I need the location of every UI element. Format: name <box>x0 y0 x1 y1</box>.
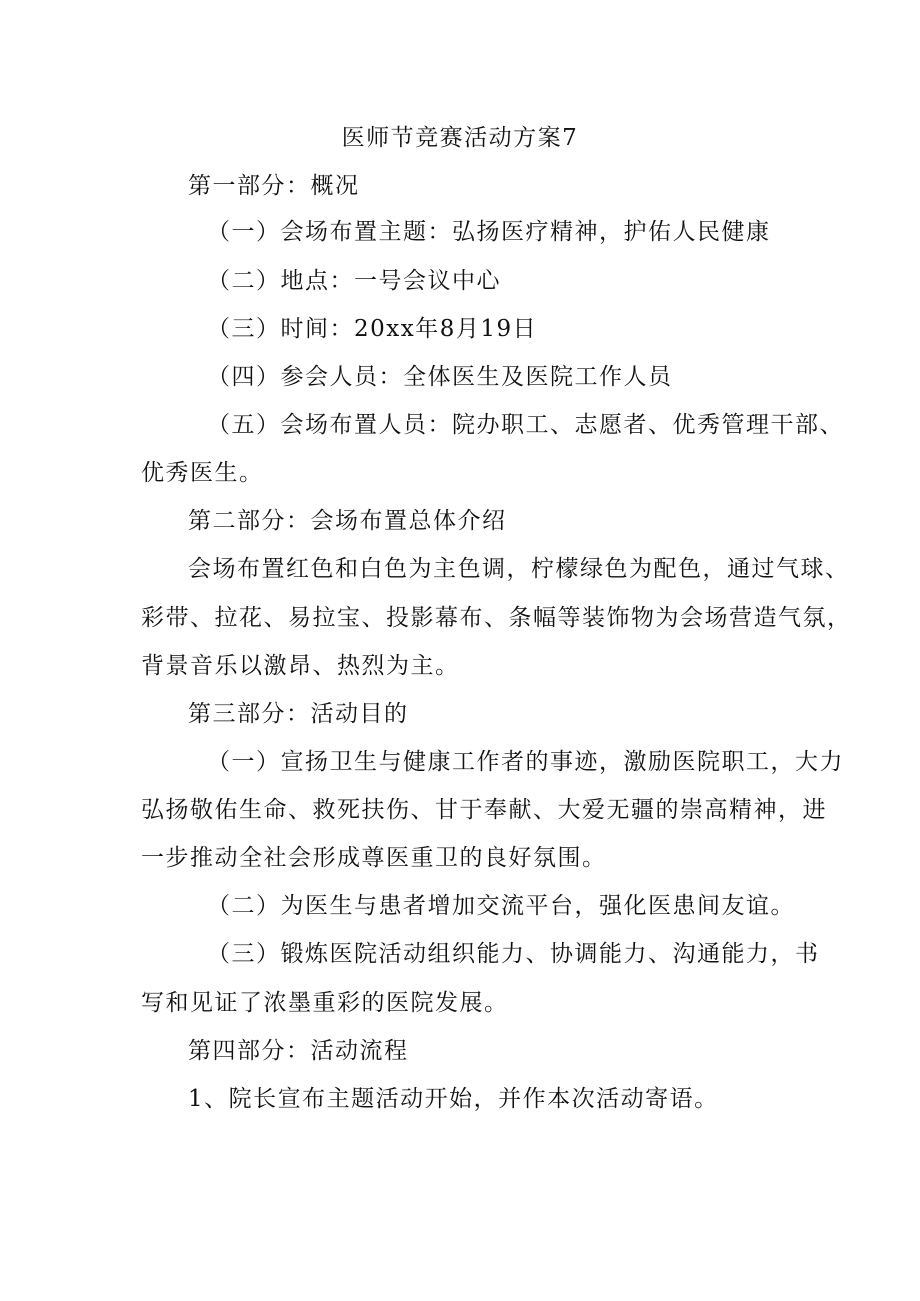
section-heading-overview: 第一部分：概况 <box>188 173 360 199</box>
paragraph-line: 会场布置红色和白色为主色调，柠檬绿色为配色，通过气球、 <box>188 556 850 582</box>
paragraph-line: 1、院长宣布主题活动开始，并作本次活动寄语。 <box>188 1086 719 1112</box>
paragraph-line: 彩带、拉花、易拉宝、投影幕布、条幅等装饰物为会场营造气氛， <box>141 605 852 631</box>
paragraph-line: 背景音乐以激昂、热烈为主。 <box>141 653 460 679</box>
section-heading-process: 第四部分：活动流程 <box>188 1038 409 1064</box>
paragraph-line: （三）时间：20xx年8月19日 <box>207 316 538 342</box>
paragraph-line: （二）为医生与患者增加交流平台，强化医患间友谊。 <box>207 893 795 919</box>
paragraph-line: （一）会场布置主题：弘扬医疗精神，护佑人民健康 <box>207 219 771 245</box>
section-heading-venue: 第二部分：会场布置总体介绍 <box>188 508 507 534</box>
document-title: 医师节竞赛活动方案7 <box>341 125 579 151</box>
paragraph-line: 写和见证了浓墨重彩的医院发展。 <box>141 990 509 1016</box>
paragraph-line: 一步推动全社会形成尊医重卫的良好氛围。 <box>141 845 607 871</box>
paragraph-line: （三）锻炼医院活动组织能力、协调能力、沟通能力，书 <box>207 941 820 967</box>
paragraph-line: （五）会场布置人员：院办职工、志愿者、优秀管理干部、 <box>207 412 844 438</box>
paragraph-line: （一）宣扬卫生与健康工作者的事迹，激励医院职工，大力 <box>207 749 844 775</box>
paragraph-line: （四）参会人员：全体医生及医院工作人员 <box>207 364 673 390</box>
paragraph-line: （二）地点：一号会议中心 <box>207 268 501 294</box>
paragraph-line: 优秀医生。 <box>141 460 264 486</box>
section-heading-purpose: 第三部分：活动目的 <box>188 701 409 727</box>
paragraph-line: 弘扬敬佑生命、救死扶伤、甘于奉献、大爱无疆的崇高精神，进 <box>141 797 827 823</box>
